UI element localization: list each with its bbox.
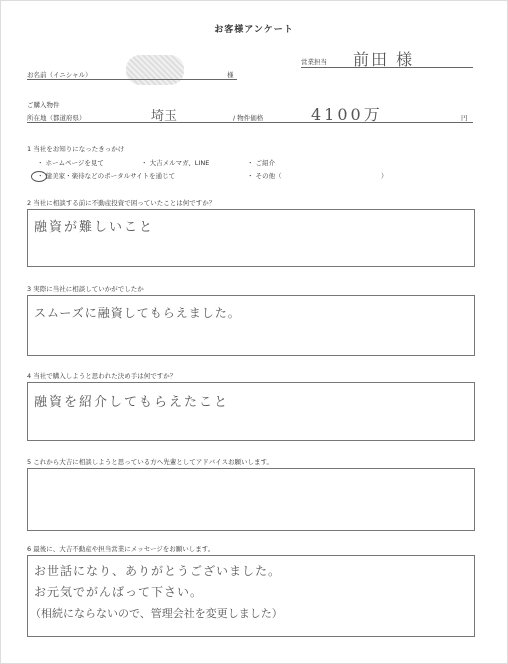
location-value: 埼玉 [151, 109, 178, 124]
q1-option-referral: ・ ご紹介 [247, 159, 276, 167]
q1-option-mailmag: ・ 大吉メルマガ、LINE [141, 159, 210, 167]
q6-answer-box [27, 555, 475, 637]
selected-option-circle [31, 171, 47, 182]
q6-answer-line-1: お世話になり、ありがとうございました。 [34, 564, 282, 578]
sales-rep-underline [301, 67, 473, 68]
yen-label: 円 [461, 114, 468, 122]
q3-answer: スムーズに融資してもらえました。 [34, 306, 241, 320]
sales-rep-name: 前田 様 [353, 50, 415, 69]
q6-answer-line-3: （相続にならないので、管理会社を変更しました） [30, 607, 283, 620]
property-section-label: ご購入物件 [27, 101, 60, 109]
q6-answer-line-2: お元気でがんばって下さい。 [34, 585, 204, 599]
q1-option-other-close: ） [381, 172, 388, 180]
page-title: お客様アンケート [214, 25, 294, 35]
q6-label: 6 最後に、大吉不動産や担当営業にメッセージをお願いします。 [27, 545, 215, 553]
q3-answer-box [27, 295, 475, 356]
q4-answer: 融資を紹介してもらえたこと [34, 395, 230, 410]
q2-label: 2 当社に相談する前に不動産投資で困っていたことは何ですか？ [27, 199, 216, 207]
property-underline [27, 122, 473, 123]
name-label: お名前（イニシャル） [27, 71, 92, 79]
q2-answer-box [27, 209, 475, 267]
name-underline [27, 79, 237, 80]
sales-rep-label: 営業担当 [301, 58, 327, 66]
price-label: / 物件価格 [233, 114, 264, 122]
q5-label: 5 これから大吉に相談しようと思っている方へ先輩としてアドバイスお願いします。 [27, 458, 273, 466]
price-value: 4100万 [311, 105, 383, 124]
q1-option-other: ・ その他（ [247, 172, 282, 180]
q5-answer-box [27, 468, 475, 531]
name-suffix: 様 [227, 71, 234, 79]
location-label: 所在地（都道府県） [27, 114, 86, 122]
q1-label: 1 当社をお知りになったきっかけ [27, 145, 125, 153]
q4-label: 4 当社で購入しようと思われた決め手は何ですか？ [27, 372, 177, 380]
q1-option-homepage: ・ ホームページを見て [37, 159, 104, 167]
q1-option-portal: ・ 健美家・楽待などのポータルサイトを通じて [37, 172, 176, 180]
q2-answer: 融資が難しいこと [34, 220, 155, 235]
q3-label: 3 実際に当社に相談していかがでしたか [27, 285, 144, 293]
redacted-name [126, 55, 184, 85]
q4-answer-box [27, 382, 475, 441]
